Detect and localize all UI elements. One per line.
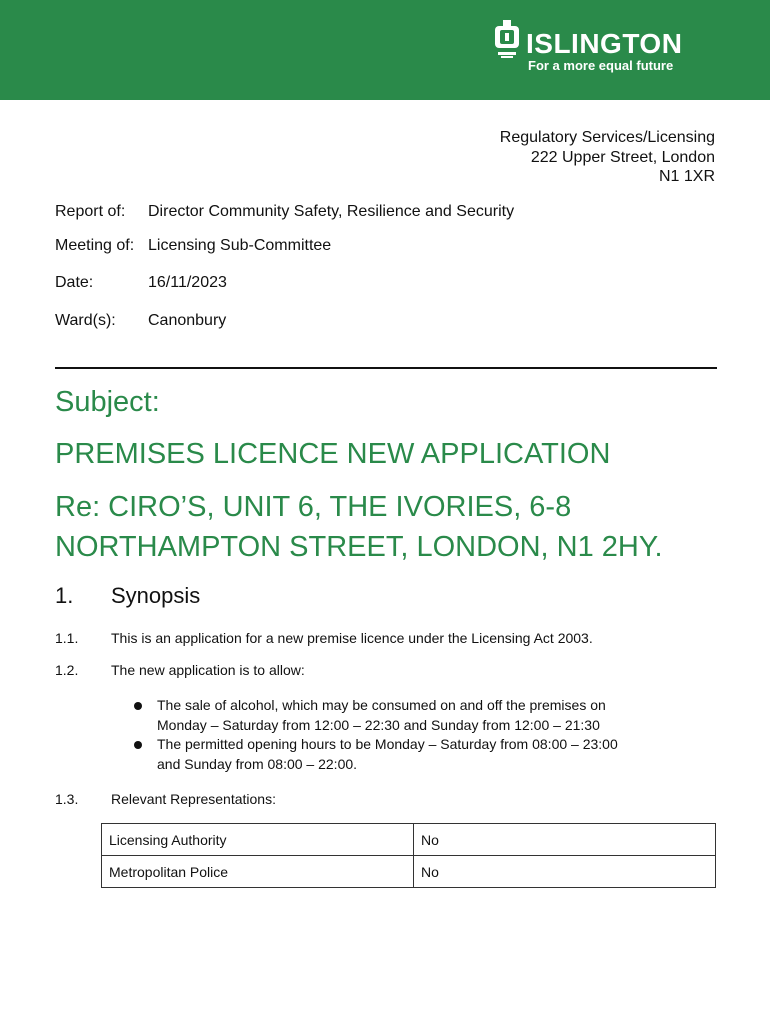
paragraph-number: 1.2. <box>55 662 79 678</box>
address-line: 222 Upper Street, London <box>530 148 715 166</box>
premises-address-line-2: NORTHAMPTON STREET, LONDON, N1 2HY. <box>55 531 663 563</box>
office-address <box>500 128 715 187</box>
wards-value: Canonbury <box>148 312 227 329</box>
bullet-line: The sale of alcohol, which may be consumed on and off the premises on <box>157 697 606 713</box>
islington-logo <box>492 18 702 80</box>
table-cell-value: No <box>414 856 716 888</box>
logo-tagline: For a more equal future <box>528 58 674 73</box>
section-number: 1. <box>55 583 74 608</box>
wards-label: Ward(s): <box>55 312 116 329</box>
logo-wordmark: ISLINGTON <box>526 28 683 59</box>
section-title: Synopsis <box>111 583 201 608</box>
bullet-dot <box>134 741 142 749</box>
meeting-of-label: Meeting of: <box>55 237 135 254</box>
table-row <box>102 824 716 856</box>
table-cell-party: Licensing Authority <box>102 824 414 856</box>
bullet-line: The permitted opening hours to be Monday – Saturday from 08:00 – 23:00 <box>157 736 618 752</box>
bullet-item <box>157 735 697 774</box>
table-cell-value: No <box>414 824 716 856</box>
bullet-item <box>157 696 697 735</box>
bullet-line: and Sunday from 08:00 – 22:00. <box>157 755 358 772</box>
table-row <box>102 856 716 888</box>
divider-rule <box>55 367 717 369</box>
paragraph-text: The new application is to allow: <box>111 662 305 678</box>
bullet-dot <box>134 702 142 710</box>
application-title: PREMISES LICENCE NEW APPLICATION <box>55 438 611 470</box>
bullet-line: Monday – Saturday from 12:00 – 22:30 and Sunday from 12:00 – 21:30 <box>157 716 600 733</box>
date-label: Date: <box>55 274 94 291</box>
address-line: Regulatory Services/Licensing <box>499 129 715 146</box>
representations-table <box>101 823 716 888</box>
address-line: N1 1XR <box>658 168 715 185</box>
date-value: 16/11/2023 <box>148 274 227 291</box>
borough-crest-icon <box>492 18 522 58</box>
report-of-value: Director Community Safety, Resilience and Security <box>148 203 515 220</box>
paragraph-text: This is an application for a new premise licence under the Licensing Act 2003. <box>111 630 593 646</box>
paragraph-text: Relevant Representations: <box>111 791 276 807</box>
meeting-of-row <box>55 236 331 256</box>
premises-address-line-1: Re: CIRO’S, UNIT 6, THE IVORIES, 6-8 <box>55 491 572 523</box>
date-row <box>55 273 227 293</box>
table-cell-party: Metropolitan Police <box>102 856 414 888</box>
report-of-label: Report of: <box>55 203 126 220</box>
paragraph-number: 1.1. <box>55 630 79 646</box>
paragraph-number: 1.3. <box>55 791 79 807</box>
header-banner <box>0 0 770 100</box>
meeting-of-value: Licensing Sub-Committee <box>148 237 332 254</box>
report-of-row <box>55 202 514 222</box>
subject-label: Subject: <box>55 386 160 418</box>
wards-row <box>55 311 226 331</box>
